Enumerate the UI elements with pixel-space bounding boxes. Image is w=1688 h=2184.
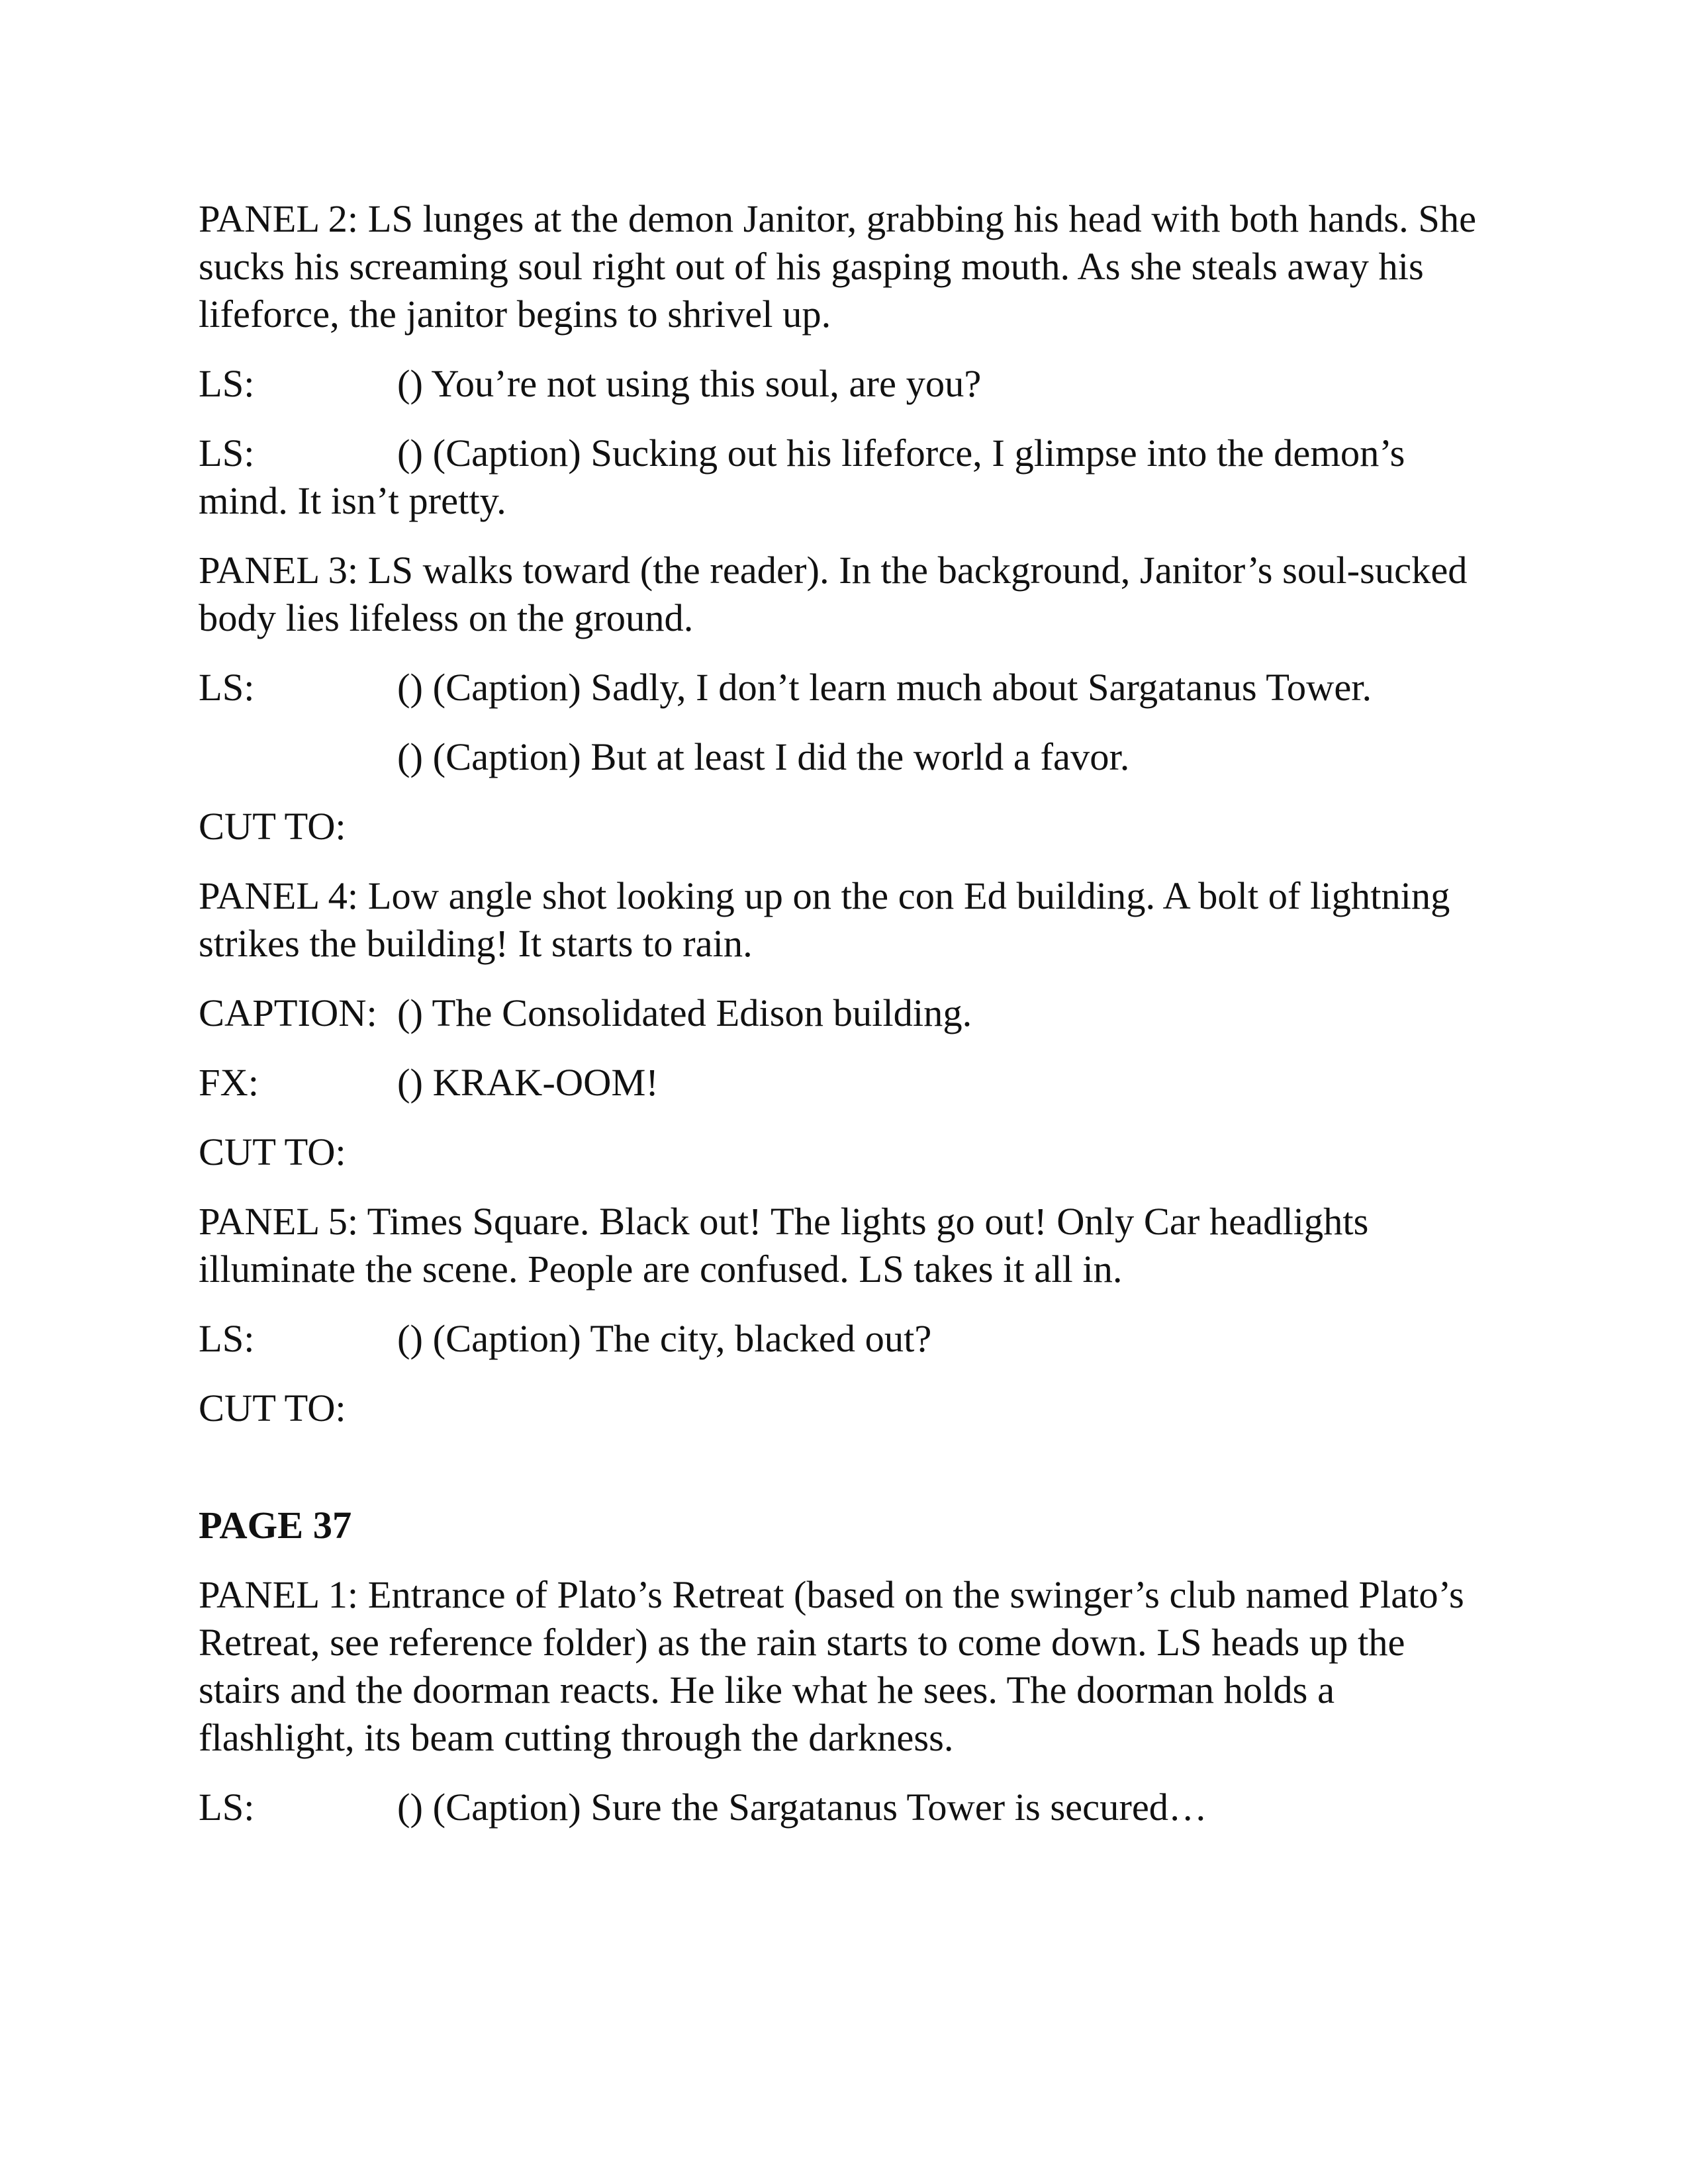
dialogue-line (199, 1315, 1496, 1363)
panel-2-description: PANEL 2: LS lunges at the demon Janitor, grabbing his head with both hands. She sucks his screaming soul right out of his gasping mouth. As she steals away his lifeforce, the janitor begins to shrivel up. (199, 197, 1477, 336)
transition-cut-to: CUT TO: (199, 1130, 346, 1173)
speaker-label: LS: (199, 666, 255, 709)
dialogue-continuation: () (Caption) But at least I did the world a favor. (397, 735, 1130, 778)
panel-4-description: PANEL 4: Low angle shot looking up on the con Ed building. A bolt of lightning strikes the building! It starts to rain. (199, 874, 1450, 965)
dialogue-text: () You’re not using this soul, are you? (397, 362, 982, 405)
page-heading: PAGE 37 (199, 1504, 352, 1547)
dialogue-text: () (Caption) The city, blacked out? (397, 1317, 932, 1360)
page37-panel-1-description: PANEL 1: Entrance of Plato’s Retreat (based on the swinger’s club named Plato’s Retreat, see reference folder) as the rain starts to come down. LS heads up the stairs and the doorman reacts. He like what he sees. The doorman holds a flashlight, its beam cutting through the darkness. (199, 1573, 1464, 1759)
dialogue-line (199, 1059, 1496, 1107)
dialogue-line (199, 360, 1496, 408)
dialogue-text: () KRAK-OOM! (397, 1061, 659, 1104)
dialogue-text: () (Caption) Sure the Sargatanus Tower is secured… (397, 1786, 1207, 1829)
speaker-label: FX: (199, 1061, 259, 1104)
speaker-label: LS: (199, 1317, 255, 1360)
speaker-label: LS: (199, 432, 255, 475)
dialogue-text: () The Consolidated Edison building. (397, 991, 972, 1034)
transition-cut-to: CUT TO: (199, 1387, 346, 1430)
dialogue-line (199, 664, 1496, 711)
dialogue-text: () (Caption) Sadly, I don’t learn much about Sargatanus Tower. (397, 666, 1372, 709)
panel-3-description: PANEL 3: LS walks toward (the reader). In the background, Janitor’s soul-sucked body lies lifeless on the ground. (199, 549, 1468, 639)
transition-cut-to: CUT TO: (199, 805, 346, 848)
dialogue-line (199, 1784, 1496, 1831)
script-page (199, 195, 1496, 1853)
dialogue-text: () (Caption) Sucking out his lifeforce, I glimpse into the demon’s mind. It isn’t pretty. (199, 432, 1405, 522)
panel-5-description: PANEL 5: Times Square. Black out! The lights go out! Only Car headlights illuminate the scene. People are confused. LS takes it all in. (199, 1200, 1369, 1291)
speaker-label: LS: (199, 362, 255, 405)
speaker-label: LS: (199, 1786, 255, 1829)
dialogue-line (199, 430, 1496, 525)
dialogue-line (199, 989, 1496, 1037)
speaker-label: CAPTION: (199, 991, 377, 1034)
